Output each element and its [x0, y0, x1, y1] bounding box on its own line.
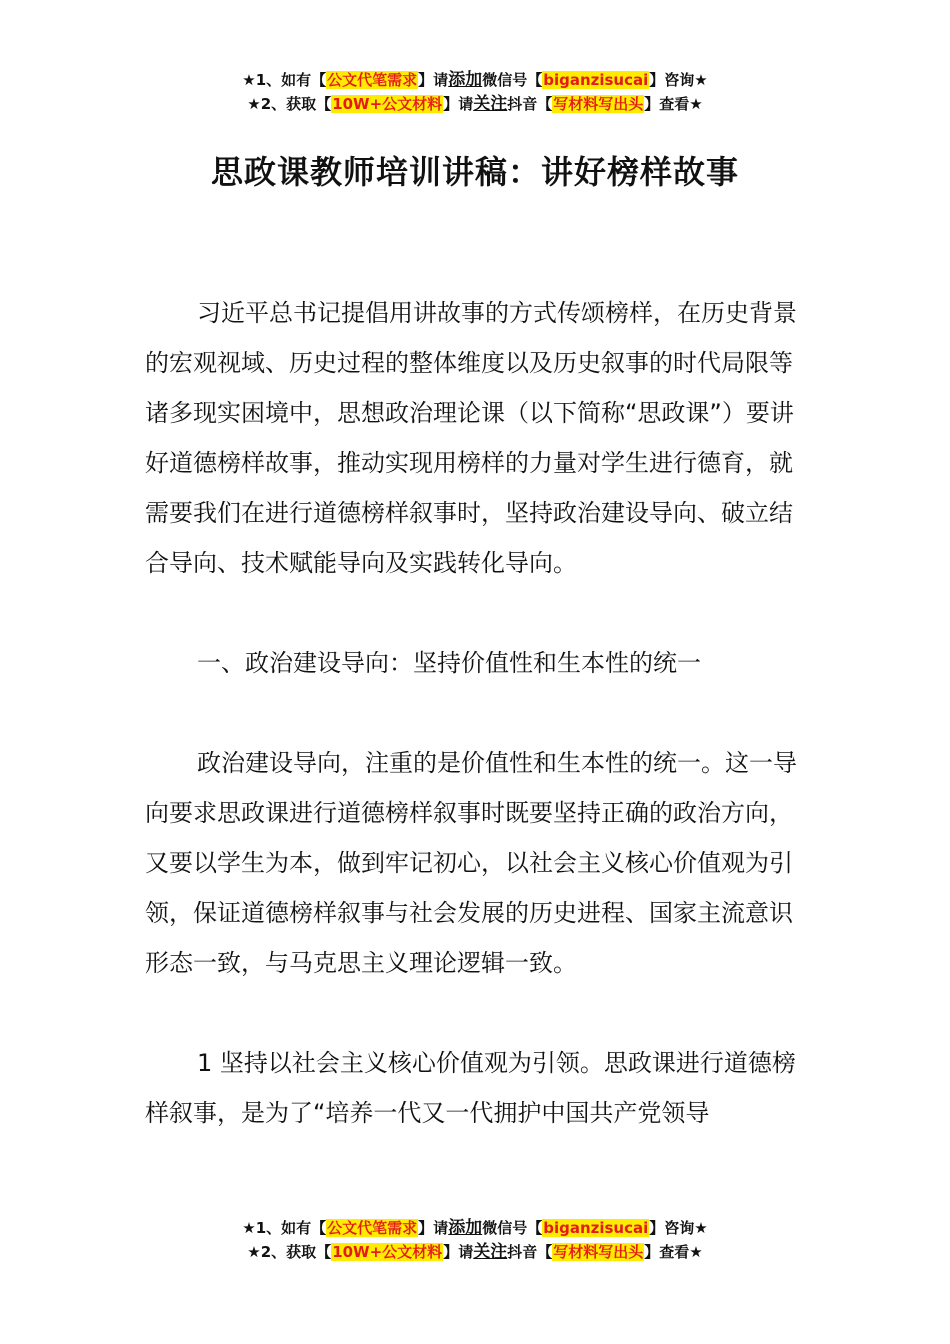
- section-heading: 一、政治建设导向：坚持价值性和生本性的统一: [197, 649, 701, 677]
- promo-highlight: 公文代笔需求: [327, 71, 418, 89]
- document-body: [145, 288, 807, 1138]
- douyin-account: 写材料写出头: [553, 95, 644, 113]
- document-title: 思政课教师培训讲稿：讲好榜样故事: [210, 153, 739, 191]
- promo-highlight: 公文代笔需求: [327, 1219, 418, 1237]
- wechat-id: biganzisucai: [543, 1219, 649, 1237]
- promo-line-1: ★1、如有【公文代笔需求】请添加微信号【biganzisucai】咨询★: [242, 70, 708, 90]
- promo-highlight: 10W+公文材料: [332, 95, 443, 113]
- wechat-id: biganzisucai: [543, 71, 649, 89]
- paragraph-intro: 习近平总书记提倡用讲故事的方式传颂榜样，在历史背景的宏观视域、历史过程的整体维度以及历史叙事的时代局限等诸多现实困境中，思想政治理论课（以下简称“思政课”）要讲好道德榜样故事，推动实现用榜样的力量对学生进行德育，就需要我们在进行道德榜样叙事时，坚持政治建设导向、破立结合导向、技术赋能导向及实践转化导向。: [145, 299, 797, 577]
- header-promo-banner: [0, 68, 950, 116]
- promo-highlight: 10W+公文材料: [332, 1243, 443, 1261]
- promo-line-2: ★2、获取【10W+公文材料】请关注抖音【写材料写出头】查看★: [247, 94, 703, 114]
- paragraph-body: 政治建设导向，注重的是价值性和生本性的统一。这一导向要求思政课进行道德榜样叙事时既要坚持正确的政治方向，又要以学生为本，做到牢记初心，以社会主义核心价值观为引领，保证道德榜样叙事与社会发展的历史进程、国家主流意识形态一致，与马克思主义理论逻辑一致。: [145, 749, 797, 977]
- promo-line-2: ★2、获取【10W+公文材料】请关注抖音【写材料写出头】查看★: [247, 1242, 703, 1262]
- footer-promo-banner: [0, 1216, 950, 1264]
- paragraph-body: 1 坚持以社会主义核心价值观为引领。思政课进行道德榜样叙事，是为了“培养一代又一代拥护中国共产党领导: [145, 1049, 796, 1127]
- promo-line-1: ★1、如有【公文代笔需求】请添加微信号【biganzisucai】咨询★: [242, 1218, 708, 1238]
- douyin-account: 写材料写出头: [553, 1243, 644, 1261]
